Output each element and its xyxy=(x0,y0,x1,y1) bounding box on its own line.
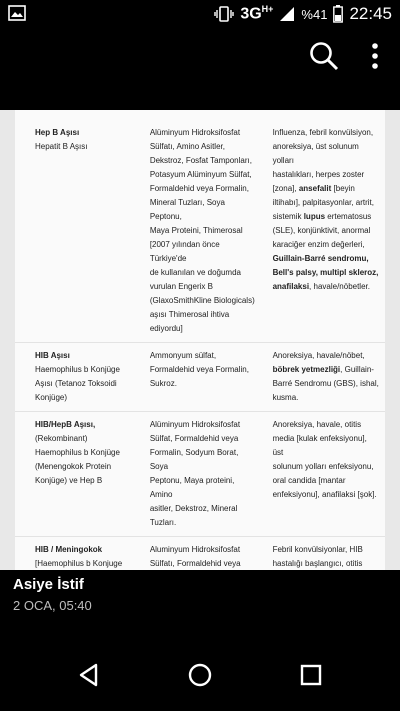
side-effect-line: iltihabı], palpitasyonlar, artrit, xyxy=(272,198,374,207)
ingredient-line: Potasyum Alüminyum Sülfat, xyxy=(149,170,252,179)
ingredient-line: Formalin, Sodyum Borat, Soya xyxy=(149,448,239,471)
ingredients-cell xyxy=(138,537,263,571)
clock: 22:45 xyxy=(349,4,392,23)
side-effect-line: Guillain-Barré sendromu, xyxy=(272,254,369,263)
side-effect-line: Barré Sendromu (GBS), ishal, xyxy=(272,379,379,388)
ingredient-line: de kullanılan ve doğumda xyxy=(149,268,241,277)
side-effect-line: Influenza, febril konvülsiyon, xyxy=(272,128,374,137)
vaccine-name-cell xyxy=(15,412,138,537)
ingredient-line: Sülfatı, Formaldehid veya xyxy=(149,559,241,568)
timestamp: 2 OCA, 05:40 xyxy=(13,598,92,613)
vibrate-icon xyxy=(214,5,234,23)
vaccine-name-cell xyxy=(15,120,138,343)
app-bar xyxy=(0,28,400,110)
ingredient-line: vurulan Engerix B xyxy=(149,282,213,291)
side-effects-cell xyxy=(263,120,385,343)
ingredient-line: asitler, Dekstroz, Mineral xyxy=(149,504,238,513)
ingredients-cell xyxy=(138,412,263,537)
status-bar xyxy=(0,0,400,28)
side-effect-line: oral candida [mantar xyxy=(272,476,346,485)
image-viewer[interactable] xyxy=(0,110,400,570)
overflow-menu-icon[interactable] xyxy=(370,42,380,70)
side-effect-line: anoreksiya, üst solunum yolları xyxy=(272,142,359,165)
vaccine-name: HIB / Meningokok xyxy=(35,545,103,554)
ingredient-line: Ammonyum sülfat, xyxy=(149,351,217,360)
vaccine-name: HIB/HepB Aşısı, xyxy=(35,420,96,429)
back-triangle-icon[interactable] xyxy=(76,662,102,688)
table-row xyxy=(15,412,385,537)
image-notification-icon xyxy=(8,5,26,21)
side-effect-line: hastalıkları, herpes zoster xyxy=(272,170,365,179)
vaccine-description: Haemophilus b Konjüge Aşısı (Tetanoz Toksoidi Konjüge) xyxy=(35,365,120,402)
ingredient-line: Sukroz. xyxy=(149,379,177,388)
vaccine-name-cell xyxy=(15,537,138,571)
network-type: $3G^{H+}$ xyxy=(240,4,274,23)
side-effects-cell xyxy=(263,343,385,412)
document-image xyxy=(15,110,385,570)
ingredient-line: [2007 yılından önce Türkiye'de xyxy=(149,240,220,263)
side-effect-line: anafilaksi, havale/nöbetler. xyxy=(272,282,370,291)
ingredient-line: Aluminyum Hidroksifosfat xyxy=(149,545,241,554)
side-effect-line: [zona], ansefalit [beyin xyxy=(272,184,355,193)
battery-percentage: %41 xyxy=(301,6,328,22)
navigation-bar xyxy=(0,640,400,711)
ingredient-line: aşısı Thimerosal ihtiva xyxy=(149,310,230,319)
ingredient-line: Formaldehid veya Formalin, xyxy=(149,365,249,374)
search-icon[interactable] xyxy=(308,40,340,72)
ingredient-line: Maya Proteini, Thimerosal xyxy=(149,226,243,235)
vaccine-name: HIB Aşısı xyxy=(35,351,70,360)
ingredient-line: Sülfatı, Amino Asitler, xyxy=(149,142,225,151)
signal-icon xyxy=(279,6,295,22)
vaccine-name: Hep B Aşısı xyxy=(35,128,80,137)
table-row xyxy=(15,343,385,412)
recents-square-icon[interactable] xyxy=(298,662,324,688)
ingredient-line: Tuzları. xyxy=(149,518,177,527)
side-effect-line: solunum yolları enfeksiyonu, xyxy=(272,462,374,471)
vaccine-description: (Rekombinant) Haemophilus b Konjüge (Menengokok Protein Konjüge) ve Hep B xyxy=(35,434,120,485)
ingredients-cell xyxy=(138,343,263,412)
ingredient-line: Peptonu, Maya proteini, Amino xyxy=(149,476,235,499)
side-effect-line: karaciğer enzim değerleri, xyxy=(272,240,365,249)
table-row xyxy=(15,537,385,571)
vaccine-name-cell xyxy=(15,343,138,412)
side-effect-line: enfeksiyonu], anafilaksi [şok]. xyxy=(272,490,377,499)
ingredient-line: Mineral Tuzları, Soya Peptonu, xyxy=(149,198,225,221)
side-effect-line: sistemik lupus ertematosus xyxy=(272,212,372,221)
side-effect-line: kusma. xyxy=(272,393,299,402)
ingredient-line: ediyordu] xyxy=(149,324,183,333)
ingredients-cell xyxy=(138,120,263,343)
vaccine-description: Hepatit B Aşısı xyxy=(35,142,88,151)
side-effects-cell xyxy=(263,412,385,537)
side-effect-line: (SLE), konjünktivit, anormal xyxy=(272,226,371,235)
vaccine-description: [Haemophilus b Konjuge xyxy=(35,559,123,568)
side-effect-line: böbrek yetmezliği, Guillain- xyxy=(272,365,374,374)
side-effect-line: Febril konvülsiyonlar, HIB xyxy=(272,545,363,554)
ingredient-line: Formaldehid veya Formalin, xyxy=(149,184,249,193)
ingredient-line: Dekstroz, Fosfat Tamponları, xyxy=(149,156,252,165)
vaccine-table xyxy=(15,120,385,570)
ingredient-line: (GlaxoSmithKline Biologicals) xyxy=(149,296,255,305)
ingredient-line: Alüminyum Hidroksifosfat xyxy=(149,128,241,137)
side-effect-line: Anoreksiya, havale, otitis xyxy=(272,420,362,429)
table-row xyxy=(15,120,385,343)
side-effect-line: hastalığı başlangıcı, otitis xyxy=(272,559,363,568)
side-effect-line: media [kulak enfeksiyonu], üst xyxy=(272,434,367,457)
sender-name: Asiye İstif xyxy=(13,576,84,593)
ingredient-line: Sülfat, Formaldehid veya xyxy=(149,434,239,443)
ingredient-line: Alüminyum Hidroksifosfat xyxy=(149,420,241,429)
home-circle-icon[interactable] xyxy=(187,662,213,688)
battery-icon xyxy=(333,5,343,23)
photo-caption xyxy=(0,570,400,640)
side-effect-line: Bell's palsy, multipl skleroz, xyxy=(272,268,379,277)
side-effects-cell xyxy=(263,537,385,571)
side-effect-line: Anoreksiya, havale/nöbet, xyxy=(272,351,365,360)
